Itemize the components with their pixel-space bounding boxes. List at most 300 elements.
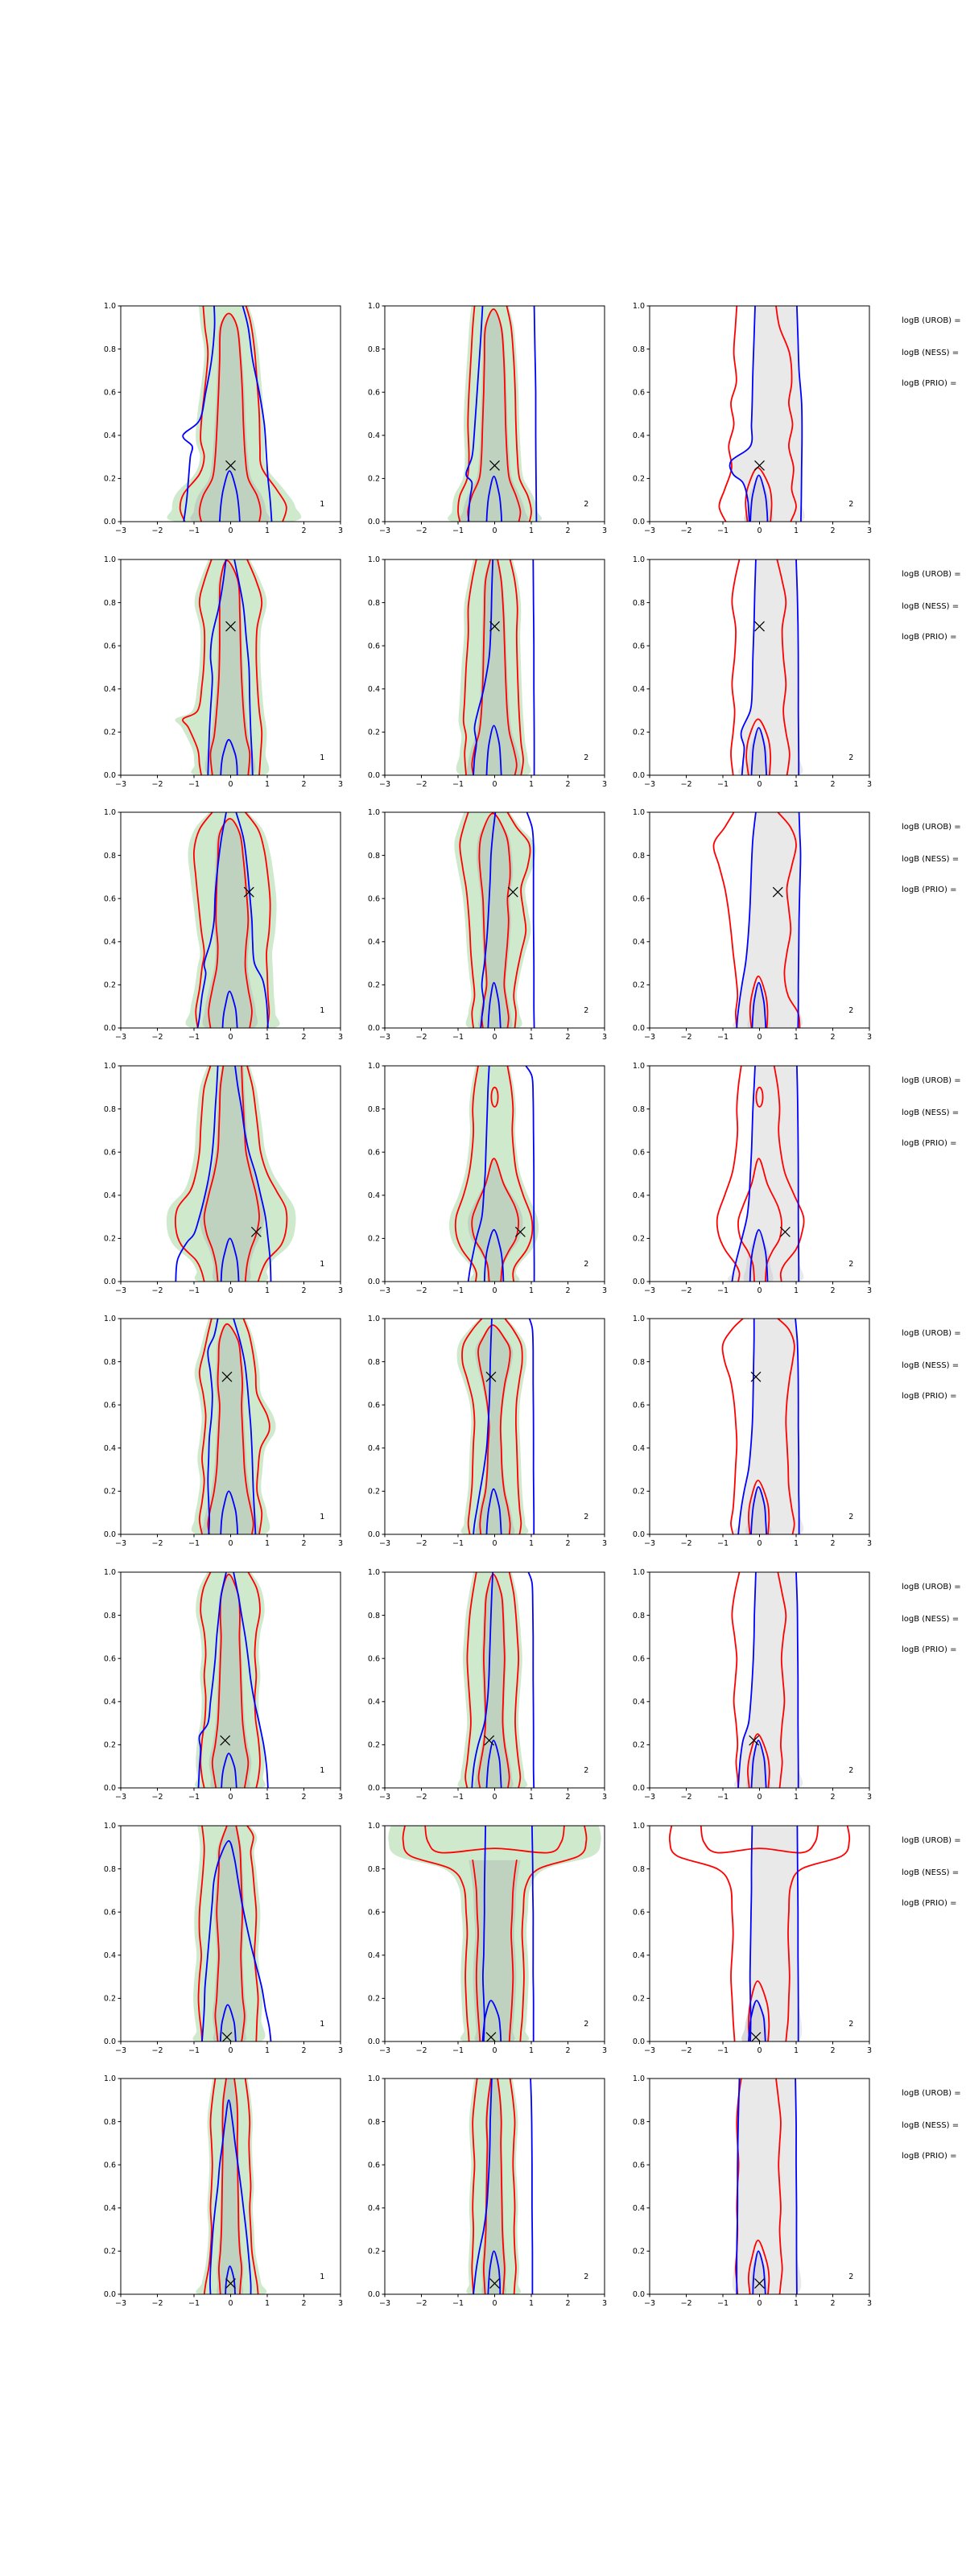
logB-annotation-row4-1: logB (UROB) = (902, 1076, 961, 1085)
x-tick-label: 2 (565, 2299, 571, 2308)
y-tick-label: 0.0 (632, 1024, 645, 1034)
contour-layer (195, 1572, 268, 1790)
panel-r7-c1 (85, 1819, 349, 2066)
contour-layer (457, 1319, 535, 1536)
x-tick-label: 2 (301, 1793, 307, 1802)
x-tick-label: 0 (228, 1033, 233, 1042)
y-tick-label: 0.4 (632, 1951, 645, 1960)
x-tick-label: 3 (866, 1033, 873, 1042)
logB-annotation-row5-1: logB (UROB) = (902, 1329, 961, 1338)
x-tick-label: 2 (830, 1033, 836, 1042)
x-tick-label: −1 (452, 1033, 464, 1042)
x-tick-label: −3 (378, 2299, 391, 2308)
y-tick-label: 0.8 (367, 1611, 380, 1620)
y-tick-label: 1.0 (632, 1315, 645, 1324)
x-tick-label: −1 (716, 1793, 729, 1802)
x-tick-label: −2 (680, 1286, 692, 1295)
y-tick-label: 1.0 (103, 1822, 116, 1831)
panel-r8-c2 (349, 2072, 613, 2318)
x-tick-label: 1 (793, 1539, 799, 1548)
blue-contour (530, 2079, 532, 2294)
y-tick-label: 0.0 (632, 2037, 645, 2047)
x-tick-label: 1 (793, 2299, 799, 2308)
y-tick-label: 0.0 (103, 2290, 116, 2300)
x-tick-label: 1 (793, 1286, 799, 1295)
corner-label: 2 (848, 1766, 854, 1776)
logB-annotation-row8-3: logB (PRIO) = (902, 2152, 957, 2161)
y-tick-label: 0.2 (103, 728, 116, 737)
x-tick-label: 2 (565, 780, 571, 789)
y-tick-label: 0.8 (103, 1104, 116, 1114)
x-tick-label: −2 (415, 1793, 427, 1802)
y-tick-label: 0.6 (632, 894, 645, 904)
x-tick-label: 0 (228, 1286, 233, 1295)
y-tick-label: 1.0 (103, 302, 116, 312)
y-tick-label: 0.2 (103, 2247, 116, 2256)
x-tick-label: 3 (866, 1286, 873, 1295)
contour-layer (457, 1572, 534, 1790)
y-tick-label: 0.6 (103, 1654, 116, 1664)
y-tick-label: 0.8 (632, 851, 645, 861)
x-tick-label: 1 (793, 526, 799, 535)
y-tick-label: 0.0 (632, 1278, 645, 1287)
x-tick-label: 2 (830, 1793, 836, 1802)
y-tick-label: 0.8 (632, 1357, 645, 1367)
gray-fill-outer (733, 812, 803, 1030)
blue-contour (535, 306, 537, 522)
y-tick-label: 0.6 (103, 1401, 116, 1410)
y-tick-label: 0.0 (103, 1278, 116, 1287)
x-tick-label: 1 (528, 1539, 535, 1548)
y-tick-label: 0.4 (103, 431, 116, 440)
blue-contour (528, 1572, 534, 1788)
y-tick-label: 0.4 (367, 685, 380, 694)
x-tick-label: 1 (528, 526, 535, 535)
x-tick-label: 2 (830, 1286, 836, 1295)
logB-annotation-row1-3: logB (PRIO) = (902, 379, 957, 388)
y-tick-label: 0.2 (103, 474, 116, 484)
x-tick-label: 3 (601, 1286, 608, 1295)
x-tick-label: 1 (264, 2046, 270, 2055)
y-tick-label: 0.6 (632, 388, 645, 398)
x-tick-label: −2 (680, 1793, 692, 1802)
y-tick-label: 0.2 (103, 1994, 116, 2004)
y-tick-label: 0.8 (103, 598, 116, 608)
x-tick-label: 0 (492, 1286, 497, 1295)
x-tick-label: 0 (492, 2299, 497, 2308)
contour-layer (466, 2079, 532, 2296)
logB-annotation-row7-2: logB (NESS) = (902, 1868, 960, 1877)
x-tick-label: −2 (680, 1033, 692, 1042)
x-tick-label: −2 (415, 526, 427, 535)
x-tick-label: −3 (378, 1793, 391, 1802)
y-tick-label: 0.4 (367, 1444, 380, 1453)
y-tick-label: 1.0 (632, 808, 645, 818)
x-tick-label: −1 (188, 780, 200, 789)
logB-annotation-row6-2: logB (NESS) = (902, 1615, 960, 1624)
x-tick-label: −2 (415, 1286, 427, 1295)
panel-r2-c2 (349, 553, 613, 799)
x-tick-label: 2 (301, 2299, 307, 2308)
y-tick-label: 0.6 (367, 1401, 380, 1410)
x-tick-label: −3 (643, 1539, 656, 1548)
y-tick-label: 0.2 (103, 1234, 116, 1244)
panel-r6-c3 (613, 1566, 877, 1812)
y-tick-label: 0.4 (632, 431, 645, 440)
red-contour-outer (719, 306, 737, 522)
panel-r3-c1 (85, 806, 349, 1052)
x-tick-label: 2 (830, 780, 836, 789)
logB-annotation-row7-1: logB (UROB) = (902, 1836, 961, 1845)
y-tick-label: 0.8 (367, 1104, 380, 1114)
corner-label: 1 (320, 1006, 325, 1016)
panel-r7-c3 (613, 1819, 877, 2066)
y-tick-label: 0.0 (103, 1530, 116, 1540)
y-tick-label: 0.4 (632, 1191, 645, 1200)
panel-r1-c2 (349, 299, 613, 546)
y-tick-label: 0.2 (367, 1234, 380, 1244)
y-tick-label: 0.2 (367, 1487, 380, 1496)
corner-label: 2 (848, 753, 854, 763)
y-tick-label: 0.0 (632, 1784, 645, 1794)
red-contour-outer (713, 812, 737, 1028)
red-contour-outer (731, 559, 740, 775)
x-tick-label: −1 (188, 526, 200, 535)
contour-layer (670, 1826, 849, 2046)
x-tick-label: 2 (301, 1033, 307, 1042)
x-tick-label: −3 (643, 526, 656, 535)
y-tick-label: 0.2 (367, 980, 380, 990)
y-tick-label: 1.0 (367, 2074, 380, 2084)
logB-annotation-row1-1: logB (UROB) = (902, 316, 961, 325)
gray-fill-outer (734, 1319, 803, 1537)
x-tick-label: 2 (830, 2299, 836, 2308)
x-tick-label: −2 (680, 2046, 692, 2055)
y-tick-label: 0.4 (632, 1698, 645, 1707)
y-tick-label: 0.6 (103, 388, 116, 398)
x-tick-label: −3 (114, 1286, 127, 1295)
y-tick-label: 1.0 (103, 555, 116, 565)
contour-layer (167, 1066, 296, 1284)
logB-annotation-row6-3: logB (PRIO) = (902, 1645, 957, 1654)
x-tick-label: 2 (301, 2046, 307, 2055)
x-tick-label: 3 (337, 1033, 344, 1042)
logB-annotation-row2-3: logB (PRIO) = (902, 633, 957, 642)
x-tick-label: 3 (337, 1793, 344, 1802)
y-tick-label: 0.6 (367, 388, 380, 398)
logB-annotation-row5-2: logB (NESS) = (902, 1361, 960, 1370)
y-tick-label: 0.4 (103, 1191, 116, 1200)
y-tick-label: 0.8 (103, 1357, 116, 1367)
logB-annotation-row4-2: logB (NESS) = (902, 1108, 960, 1117)
panel-r3-c2 (349, 806, 613, 1052)
y-tick-label: 0.6 (103, 894, 116, 904)
panel-r8-c1 (85, 2072, 349, 2318)
y-tick-label: 0.8 (367, 345, 380, 354)
x-tick-label: 0 (757, 1539, 762, 1548)
x-tick-label: 0 (492, 1793, 497, 1802)
panel-r3-c3 (613, 806, 877, 1052)
x-tick-label: 3 (866, 2046, 873, 2055)
x-tick-label: −2 (415, 2046, 427, 2055)
x-tick-label: 2 (830, 526, 836, 535)
y-tick-label: 1.0 (632, 302, 645, 312)
x-tick-label: −3 (114, 526, 127, 535)
y-tick-label: 0.6 (103, 2161, 116, 2170)
y-tick-label: 0.6 (632, 2161, 645, 2170)
y-tick-label: 0.2 (632, 474, 645, 484)
x-tick-label: 0 (492, 1033, 497, 1042)
corner-label: 1 (320, 753, 325, 763)
contour-layer (167, 306, 302, 523)
gray-fill-outer (730, 306, 805, 524)
y-tick-label: 0.0 (103, 2037, 116, 2047)
panel-r4-c3 (613, 1059, 877, 1306)
x-tick-label: −1 (188, 1286, 200, 1295)
y-tick-label: 1.0 (632, 1822, 645, 1831)
x-tick-label: 1 (264, 1539, 270, 1548)
y-tick-label: 0.4 (632, 1444, 645, 1453)
contour-layer (454, 812, 535, 1030)
x-tick-label: −1 (716, 2046, 729, 2055)
x-tick-label: −2 (680, 526, 692, 535)
x-tick-label: −3 (643, 1033, 656, 1042)
x-tick-label: −2 (151, 2046, 163, 2055)
x-tick-label: −2 (680, 780, 692, 789)
y-tick-label: 0.8 (367, 2117, 380, 2127)
logB-annotation-row7-3: logB (PRIO) = (902, 1899, 957, 1908)
contour-layer (732, 1572, 803, 1790)
red-contour-outer (732, 1572, 739, 1788)
y-tick-label: 0.6 (367, 2161, 380, 2170)
x-tick-label: 0 (228, 2046, 233, 2055)
y-tick-label: 0.2 (103, 980, 116, 990)
y-tick-label: 0.0 (103, 518, 116, 527)
y-tick-label: 0.6 (367, 1654, 380, 1664)
x-tick-label: 2 (301, 526, 307, 535)
y-tick-label: 0.6 (103, 1148, 116, 1158)
y-tick-label: 1.0 (367, 1568, 380, 1578)
x-tick-label: 0 (757, 2046, 762, 2055)
y-tick-label: 1.0 (103, 2074, 116, 2084)
x-tick-label: 1 (793, 2046, 799, 2055)
x-tick-label: 1 (528, 780, 535, 789)
y-tick-label: 0.2 (632, 728, 645, 737)
blue-contour (532, 1826, 534, 2041)
x-tick-label: −1 (716, 2299, 729, 2308)
corner-label: 2 (848, 500, 854, 510)
panel-r4-c1 (85, 1059, 349, 1306)
x-tick-label: 3 (866, 1793, 873, 1802)
x-tick-label: 3 (601, 780, 608, 789)
y-tick-label: 0.2 (632, 1994, 645, 2004)
x-tick-label: 0 (492, 1539, 497, 1548)
y-tick-label: 1.0 (632, 555, 645, 565)
y-tick-label: 0.0 (367, 1024, 380, 1034)
y-tick-label: 0.0 (632, 1530, 645, 1540)
x-tick-label: −1 (452, 1793, 464, 1802)
x-tick-label: −1 (452, 526, 464, 535)
blue-contour (530, 1319, 535, 1534)
x-tick-label: 3 (337, 2046, 344, 2055)
corner-label: 1 (320, 1260, 325, 1269)
x-tick-label: 3 (601, 2299, 608, 2308)
x-tick-label: 3 (866, 1539, 873, 1548)
x-tick-label: −1 (452, 2299, 464, 2308)
corner-label: 2 (584, 500, 589, 510)
x-tick-label: −3 (114, 2299, 127, 2308)
y-tick-label: 0.2 (632, 1234, 645, 1244)
x-tick-label: 1 (528, 1033, 535, 1042)
panel-r6-c2 (349, 1566, 613, 1812)
x-tick-label: 1 (528, 2046, 535, 2055)
x-tick-label: −1 (452, 1286, 464, 1295)
x-tick-label: 1 (264, 1286, 270, 1295)
corner-label: 2 (584, 1766, 589, 1776)
corner-label: 2 (848, 2273, 854, 2282)
panel-r2-c1 (85, 553, 349, 799)
y-tick-label: 0.0 (632, 518, 645, 527)
x-tick-label: 1 (264, 780, 270, 789)
logB-annotation-row4-3: logB (PRIO) = (902, 1139, 957, 1148)
logB-annotation-row3-2: logB (NESS) = (902, 855, 960, 864)
x-tick-label: −1 (716, 780, 729, 789)
x-tick-label: −2 (680, 1539, 692, 1548)
y-tick-label: 0.8 (632, 1104, 645, 1114)
x-tick-label: −2 (151, 2299, 163, 2308)
x-tick-label: 0 (757, 2299, 762, 2308)
y-tick-label: 0.4 (103, 938, 116, 947)
corner-label: 2 (584, 1260, 589, 1269)
y-tick-label: 0.4 (367, 431, 380, 440)
x-tick-label: 3 (337, 1286, 344, 1295)
x-tick-label: 2 (565, 1033, 571, 1042)
logB-annotation-row8-2: logB (NESS) = (902, 2121, 960, 2130)
y-tick-label: 0.8 (367, 1357, 380, 1367)
y-tick-label: 0.2 (367, 1994, 380, 2004)
logB-annotation-row1-2: logB (NESS) = (902, 349, 960, 357)
y-tick-label: 0.0 (632, 2290, 645, 2300)
panel-r2-c3 (613, 553, 877, 799)
y-tick-label: 1.0 (103, 1315, 116, 1324)
x-tick-label: 3 (601, 2046, 608, 2055)
y-tick-label: 0.4 (632, 685, 645, 694)
red-contour-outer (670, 1826, 735, 2041)
x-tick-label: 0 (757, 1793, 762, 1802)
y-tick-label: 0.8 (103, 851, 116, 861)
y-tick-label: 0.4 (367, 1951, 380, 1960)
y-tick-label: 0.8 (103, 1611, 116, 1620)
gray-fill-outer (733, 2079, 802, 2300)
x-tick-label: 2 (301, 1539, 307, 1548)
x-tick-label: 2 (565, 2046, 571, 2055)
y-tick-label: 0.0 (367, 771, 380, 781)
x-tick-label: 2 (301, 1286, 307, 1295)
panel-r5-c1 (85, 1312, 349, 1558)
x-tick-label: 3 (601, 1793, 608, 1802)
x-tick-label: 3 (866, 526, 873, 535)
x-tick-label: 3 (337, 526, 344, 535)
x-tick-label: 3 (866, 780, 873, 789)
y-tick-label: 1.0 (103, 1062, 116, 1071)
y-tick-label: 0.4 (103, 1698, 116, 1707)
corner-label: 2 (584, 2273, 589, 2282)
x-tick-label: −3 (378, 1286, 391, 1295)
x-tick-label: −1 (452, 780, 464, 789)
contour-layer (456, 559, 535, 778)
x-tick-label: −3 (378, 1539, 391, 1548)
y-tick-label: 1.0 (632, 1062, 645, 1071)
x-tick-label: −3 (114, 1033, 127, 1042)
y-tick-label: 1.0 (367, 1822, 380, 1831)
x-tick-label: −2 (151, 526, 163, 535)
y-tick-label: 0.8 (103, 1864, 116, 1874)
x-tick-label: 2 (830, 1539, 836, 1548)
y-tick-label: 0.8 (103, 345, 116, 354)
y-tick-label: 0.0 (367, 2290, 380, 2300)
x-tick-label: 2 (565, 526, 571, 535)
y-tick-label: 0.2 (632, 1740, 645, 1750)
x-tick-label: 0 (757, 526, 762, 535)
y-tick-label: 1.0 (367, 302, 380, 312)
contour-layer (192, 1319, 276, 1537)
x-tick-label: −1 (452, 1539, 464, 1548)
corner-label: 2 (848, 2020, 854, 2029)
y-tick-label: 0.2 (632, 1487, 645, 1496)
x-tick-label: −3 (643, 780, 656, 789)
x-tick-label: 1 (528, 1793, 535, 1802)
x-tick-label: −3 (643, 1286, 656, 1295)
contour-layer (449, 1066, 539, 1284)
y-tick-label: 0.0 (367, 518, 380, 527)
contour-layer (723, 1319, 804, 1537)
y-tick-label: 0.2 (632, 2247, 645, 2256)
x-tick-label: −3 (378, 2046, 391, 2055)
logB-annotation-row8-1: logB (UROB) = (902, 2089, 961, 2098)
x-tick-label: −3 (378, 780, 391, 789)
y-tick-label: 0.4 (367, 2204, 380, 2213)
panel-r4-c2 (349, 1059, 613, 1306)
x-tick-label: −1 (716, 1033, 729, 1042)
y-tick-label: 0.4 (367, 1191, 380, 1200)
y-tick-label: 1.0 (367, 1062, 380, 1071)
contour-layer (719, 306, 804, 524)
x-tick-label: −2 (151, 1033, 163, 1042)
y-tick-label: 1.0 (632, 1568, 645, 1578)
y-tick-label: 0.4 (632, 938, 645, 947)
x-tick-label: −1 (188, 1033, 200, 1042)
y-tick-label: 0.2 (367, 1740, 380, 1750)
y-tick-label: 0.4 (632, 2204, 645, 2213)
x-tick-label: 0 (228, 1539, 233, 1548)
y-tick-label: 0.6 (367, 894, 380, 904)
x-tick-label: −1 (716, 1286, 729, 1295)
corner-label: 1 (320, 1513, 325, 1522)
blue-contour (533, 559, 534, 775)
x-tick-label: −2 (415, 1539, 427, 1548)
x-tick-label: −1 (188, 2299, 200, 2308)
corner-label: 1 (320, 2020, 325, 2029)
x-tick-label: 3 (337, 780, 344, 789)
x-tick-label: 1 (528, 2299, 535, 2308)
y-tick-label: 0.6 (367, 642, 380, 651)
x-tick-label: 3 (337, 1539, 344, 1548)
y-tick-label: 0.6 (632, 1148, 645, 1158)
corner-label: 2 (584, 1513, 589, 1522)
x-tick-label: −2 (415, 780, 427, 789)
y-tick-label: 0.8 (367, 598, 380, 608)
x-tick-label: 3 (866, 2299, 873, 2308)
